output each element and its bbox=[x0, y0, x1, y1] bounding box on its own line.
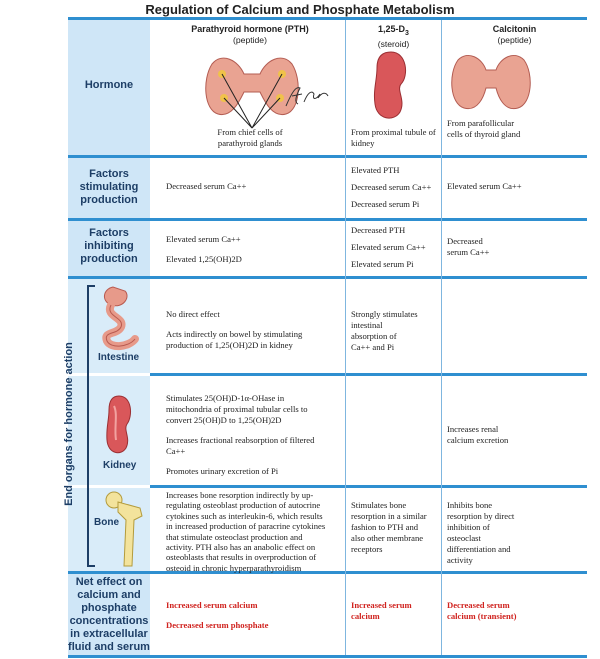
stimulating-pth: Decreased serum Ca++ bbox=[166, 181, 247, 191]
intestine-pth: No direct effect Acts indirectly on bowel by stimulating production of 1,25(OH)2D in kidney bbox=[166, 309, 303, 350]
net-effect-vitd: Increased serum calcium bbox=[351, 600, 412, 621]
row-label-bone: Bone bbox=[94, 517, 119, 528]
rule-bottom bbox=[68, 655, 587, 658]
net-effect-pth: Increased serum calcium Decreased serum phosphate bbox=[166, 600, 269, 630]
netter-signature bbox=[282, 82, 334, 112]
rule-after-intestine bbox=[150, 373, 587, 376]
bone-illustration bbox=[104, 490, 150, 568]
pth-source: From chief cells of parathyroid glands bbox=[217, 127, 283, 148]
row-label-stimulating: Factors stimulating production bbox=[79, 168, 139, 206]
kidney-hormone-illustration bbox=[371, 50, 411, 122]
row-label-kidney: Kidney bbox=[103, 460, 137, 471]
inhibiting-pth: Elevated serum Ca++ Elevated 1,25(OH)2D bbox=[166, 234, 242, 264]
kidney-illustration bbox=[104, 394, 134, 456]
kidney-pth: Stimulates 25(OH)D-1α-OHase in mitochondria of proximal tubular cells to convert 25(OH)D to 1,25(OH)2D Increases fractional reabsorption of filtered Ca++ Promotes urinary excretion of Pi bbox=[166, 393, 315, 476]
row-label-intestine: Intestine bbox=[98, 352, 140, 363]
net-effect-calcitonin: Decreased serum calcium (transient) bbox=[447, 600, 517, 621]
bone-pth: Increases bone resorption indirectly by up- regulating osteoblast production of autocrine cytokines such as interleukin-6, which results in increased production of paracrine cytokines that stimulate osteoclast production and activity. PTH also has an anabolic effect on osteoblasts that results in overproduction of osteoid in chronic hyperparathyroidism bbox=[166, 490, 326, 573]
calcitonin-source: From parafollicular cells of thyroid gland bbox=[447, 118, 521, 139]
thyroid-illustration bbox=[448, 52, 534, 112]
intestine-illustration bbox=[95, 283, 147, 353]
stimulating-vitd: Elevated PTH Decreased serum Ca++ Decreased serum Pi bbox=[351, 165, 432, 209]
page-title: Regulation of Calcium and Phosphate Metabolism bbox=[145, 2, 455, 17]
column-header-vitd: $1,25-D_3$ (steroid) bbox=[377, 24, 410, 49]
row-label-hormone: Hormone bbox=[84, 79, 134, 91]
vitd-source: From proximal tubule of kidney bbox=[351, 127, 436, 148]
row-label-inhibiting: Factors inhibiting production bbox=[80, 227, 138, 265]
intestine-vitd: Strongly stimulates intestinal absorption of Ca++ and Pi bbox=[351, 309, 418, 352]
row-label-net-effect: Net effect on calcium and phosphate concentrations in extracellular fluid and serum bbox=[68, 576, 150, 653]
inhibiting-vitd: Decreased PTH Elevated serum Ca++ Elevated serum Pi bbox=[351, 225, 426, 269]
kidney-calcitonin: Increases renal calcium excretion bbox=[447, 424, 509, 445]
inhibiting-calcitonin: Decreased serum Ca++ bbox=[447, 236, 490, 257]
column-header-calcitonin: Calcitonin (peptide) bbox=[492, 24, 537, 45]
rule-after-kidney bbox=[150, 485, 587, 488]
bone-calcitonin: Inhibits bone resorption by direct inhibition of osteoclast differentiation and activity bbox=[447, 500, 515, 565]
stimulating-calcitonin: Elevated serum Ca++ bbox=[447, 181, 522, 191]
bone-vitd: Stimulates bone resorption in a similar fashion to PTH and also other membrane receptors bbox=[351, 500, 427, 554]
column-header-pth: Parathyroid hormone (PTH) (peptide) bbox=[191, 24, 309, 45]
